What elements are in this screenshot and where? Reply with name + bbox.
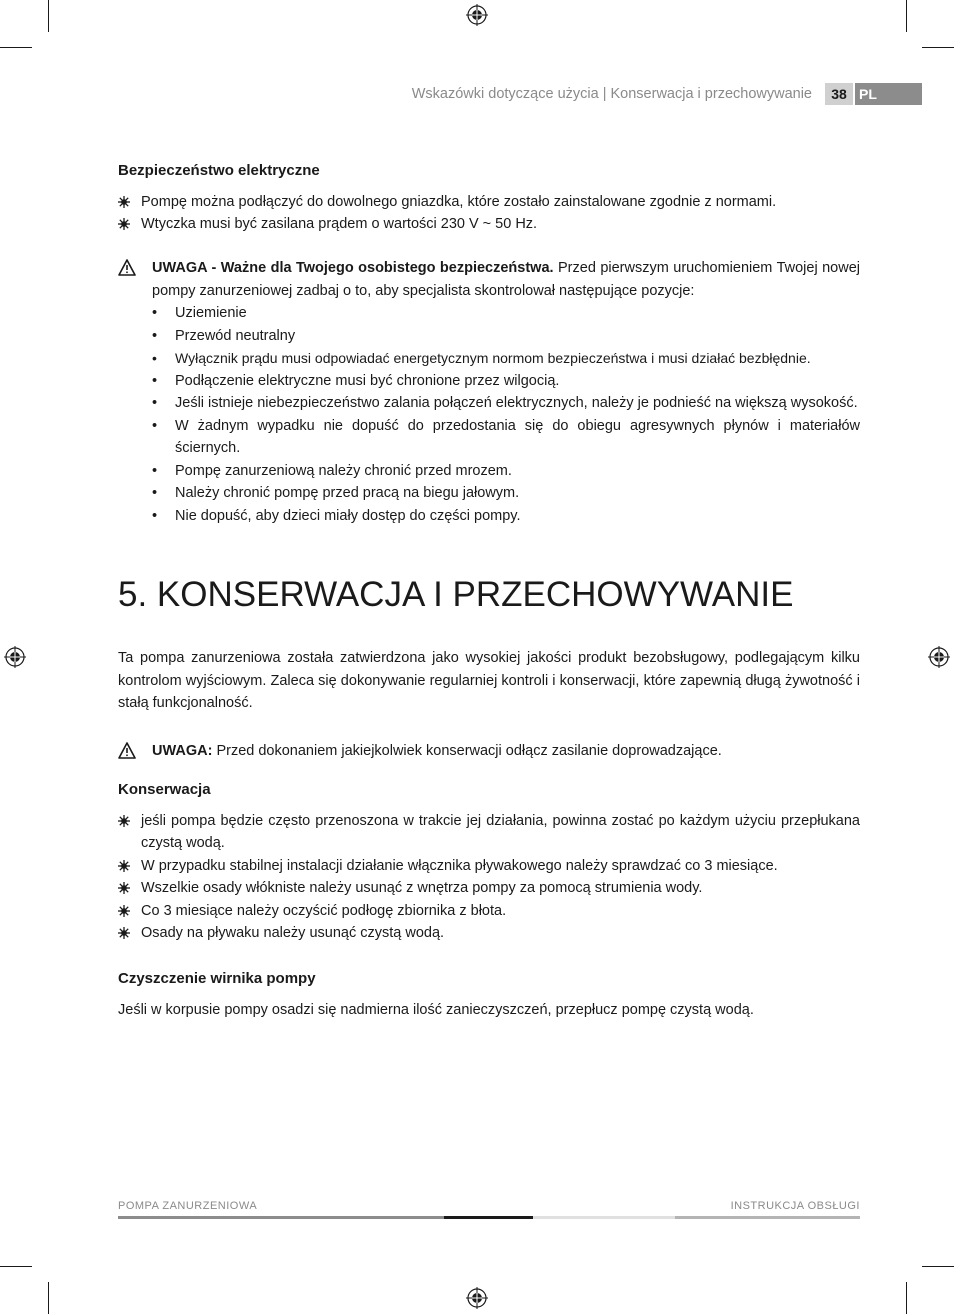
maintenance-section xyxy=(118,779,860,945)
list-item: • W żadnym wypadku nie dopuść do przedostania się do obiegu agresywnych płynów i materiałów ściernych. xyxy=(152,415,860,460)
warning-paragraph xyxy=(118,740,860,763)
footer-document-type: INSTRUKCJA OBSŁUGI xyxy=(730,1200,860,1212)
crop-mark xyxy=(0,47,32,48)
list-item xyxy=(118,922,860,945)
list-item: • Jeśli istnieje niebezpieczeństwo zalania połączeń elektrycznych, należy je podnieść na większą wysokość. xyxy=(152,392,860,415)
list-item-text: Osady na pływaku należy usunąć czystą wodą. xyxy=(141,925,445,941)
list-item-text: W przypadku stabilnej instalacji działanie włącznika pływakowego należy sprawdzać co 3 miesiące. xyxy=(141,857,778,874)
list-item xyxy=(118,900,860,923)
list-item-text: Wtyczka musi być zasilana prądem o wartości 230 V ~ 50 Hz. xyxy=(141,216,538,232)
warning-text: Przed dokonaniem jakiejkolwiek konserwacji odłącz zasilanie doprowadzające. xyxy=(212,743,722,759)
sun-bullet-icon xyxy=(118,218,130,230)
sun-bullet-icon xyxy=(118,815,130,827)
sun-bullet-icon xyxy=(118,927,130,939)
registration-mark-icon xyxy=(4,646,26,668)
sun-bullet-icon xyxy=(118,860,130,872)
crop-mark xyxy=(0,1266,32,1267)
crop-mark xyxy=(906,1282,907,1314)
electrical-safety-section xyxy=(118,160,860,236)
footer-bar xyxy=(118,1216,444,1219)
list-item: • Pompę zanurzeniową należy chronić przed mrozem. xyxy=(152,460,860,483)
page-title: 5. KONSERWACJA I PRZECHOWYWANIE xyxy=(118,575,794,614)
warning-text: Przed pierwszym uruchomieniem Twojej nowej pompy zanurzeniowej zadbaj o to, aby specjalista skontrolował następujące pozycje: xyxy=(152,260,860,299)
sun-bullet-icon xyxy=(118,196,130,208)
warning-label: UWAGA: xyxy=(152,743,213,759)
registration-mark-icon xyxy=(466,4,488,26)
section-heading: Czyszczenie wirnika pompy xyxy=(118,970,316,987)
warning-triangle-icon xyxy=(118,259,136,276)
crop-mark xyxy=(922,47,954,48)
list-item: • Przewód neutralny xyxy=(152,325,860,348)
list-item-text: Wszelkie osady włókniste należy usunąć z wnętrza pompy za pomocą strumienia wody. xyxy=(141,880,703,896)
list-item: • Nie dopuść, aby dzieci miały dostęp do części pompy. xyxy=(152,505,860,528)
list-item: • Wyłącznik prądu musi odpowiadać energetycznym normom bezpieczeństwa i musi działać bezbłędnie. xyxy=(152,347,860,370)
warning-label: UWAGA - Ważne dla Twojego osobistego bezpieczeństwa. xyxy=(152,260,554,276)
registration-mark-icon xyxy=(466,1287,488,1309)
header-breadcrumb: Wskazówki dotyczące użycia | Konserwacja i przechowywanie xyxy=(411,86,812,102)
list-item xyxy=(118,810,860,855)
crop-mark xyxy=(906,0,907,32)
warning-paragraph xyxy=(118,257,860,302)
intro-paragraph: Ta pompa zanurzeniowa została zatwierdzona jako wysokiej jakości produkt bezobsługowy, podlegającym kilku kontrolom wyjściowym. Zaleca się dokonywanie regularniej kontroli i konserwacji, które zapewnią długą żywotność i stałą funkcjonalność. xyxy=(118,650,860,711)
impeller-section xyxy=(118,968,860,1021)
intro-block xyxy=(118,647,860,715)
page-number: 38 xyxy=(825,83,853,105)
list-item xyxy=(118,213,860,236)
crop-mark xyxy=(922,1266,954,1267)
list-item-text: Co 3 miesiące należy oczyścić podłogę zbiornika z błota. xyxy=(141,902,507,919)
check-list xyxy=(128,302,860,527)
registration-mark-icon xyxy=(928,646,950,668)
footer-bar xyxy=(533,1216,675,1219)
list-item: • Należy chronić pompę przed pracą na biegu jałowym. xyxy=(152,482,860,505)
list-item-text: jeśli pompa będzie często przenoszona w trakcie jej działania, powinna zostać po każdym użyciu przepłukana czystą wodą. xyxy=(141,812,860,851)
list-item xyxy=(118,855,860,878)
section-heading: Konserwacja xyxy=(118,781,211,798)
footer-product-name: POMPA ZANURZENIOWA xyxy=(118,1200,258,1212)
list-item-text: Pompę można podłączyć do dowolnego gniazdka, które zostało zainstalowane zgodnie z normami. xyxy=(141,193,777,210)
list-item: • Podłączenie elektryczne musi być chronione przez wilgocią. xyxy=(152,370,860,393)
electrical-list xyxy=(118,191,860,236)
crop-mark xyxy=(48,1282,49,1314)
section-heading: Bezpieczeństwo elektryczne xyxy=(118,162,320,179)
sun-bullet-icon xyxy=(118,905,130,917)
crop-mark xyxy=(48,0,49,32)
section-title-block xyxy=(118,575,860,614)
warning-triangle-icon xyxy=(118,742,136,759)
impeller-paragraph: Jeśli w korpusie pompy osadzi się nadmierna ilość zanieczyszczeń, przepłucz pompę czystą wodą. xyxy=(118,1001,754,1018)
sun-bullet-icon xyxy=(118,882,130,894)
warning-block xyxy=(118,740,860,763)
maintenance-list xyxy=(118,810,860,945)
warning-block xyxy=(118,257,860,527)
list-item: • Uziemienie xyxy=(152,302,860,325)
footer-bar xyxy=(675,1216,860,1219)
list-item xyxy=(118,877,860,900)
footer-bar xyxy=(444,1216,533,1219)
language-badge: PL xyxy=(855,83,922,105)
list-item xyxy=(118,191,860,214)
